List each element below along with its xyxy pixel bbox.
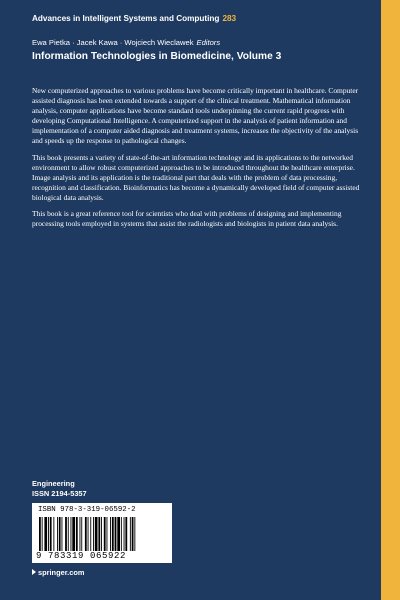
editors-names: Ewa Pietka · Jacek Kawa · Wojciech Wieclawek xyxy=(32,38,194,47)
cover-footer xyxy=(32,479,232,499)
issn-label: ISSN 2194-5357 xyxy=(32,489,87,498)
blurb-paragraph-3: This book is a great reference tool for scientists who deal with problems of designing and implementing processing tools employed in systems that assist the radiologists and biologists in patient data analysis. xyxy=(32,209,342,229)
blurb-paragraph-1: New computerized approaches to various problems have become critically important in healthcare. Computer assisted diagnosis has been extended towards a support of the clinical treatment. Mathematical information analysis, computer applications have become standard tools underpinning the current rapid progress with developing Computational Intelligence. A computerized support in the analysis of patient information and implementation of a computer aided diagnosis and treatment systems, increases the objectivity of the analysis and speeds up the response to pathological changes. xyxy=(32,86,359,146)
series-line xyxy=(32,13,372,24)
barcode-digits: 9 783319 065922 xyxy=(36,551,127,561)
barcode-box xyxy=(32,503,172,563)
isbn-label: ISBN 978-3-319-06592-2 xyxy=(38,506,136,514)
series-number: 283 xyxy=(222,14,237,23)
editors-role: Editors xyxy=(196,38,221,47)
barcode-icon xyxy=(38,517,166,551)
publisher-name: springer.com xyxy=(38,568,85,577)
publisher-link[interactable] xyxy=(32,568,84,578)
series-name: Advances in Intelligent Systems and Computing xyxy=(32,14,220,23)
editors-line xyxy=(32,38,372,48)
blurb-text xyxy=(32,86,368,235)
accent-strip xyxy=(381,0,400,600)
blurb-paragraph-2: This book presents a variety of state-of-the-art information technology and its applications to the networked environment to allow robust computerized approaches to be introduced throughout the healthcare enterprise. Image analysis and its application is the traditional part that deals with the problem of data processing, recognition and classification. Bioinformatics has become a dynamically developed field of computer assisted biological data analysis. xyxy=(32,152,360,202)
cover-header xyxy=(32,13,372,63)
book-title: Information Technologies in Biomedicine, Volume 3 xyxy=(32,51,282,62)
subject-label: Engineering xyxy=(32,479,75,488)
arrow-right-icon xyxy=(32,569,36,575)
